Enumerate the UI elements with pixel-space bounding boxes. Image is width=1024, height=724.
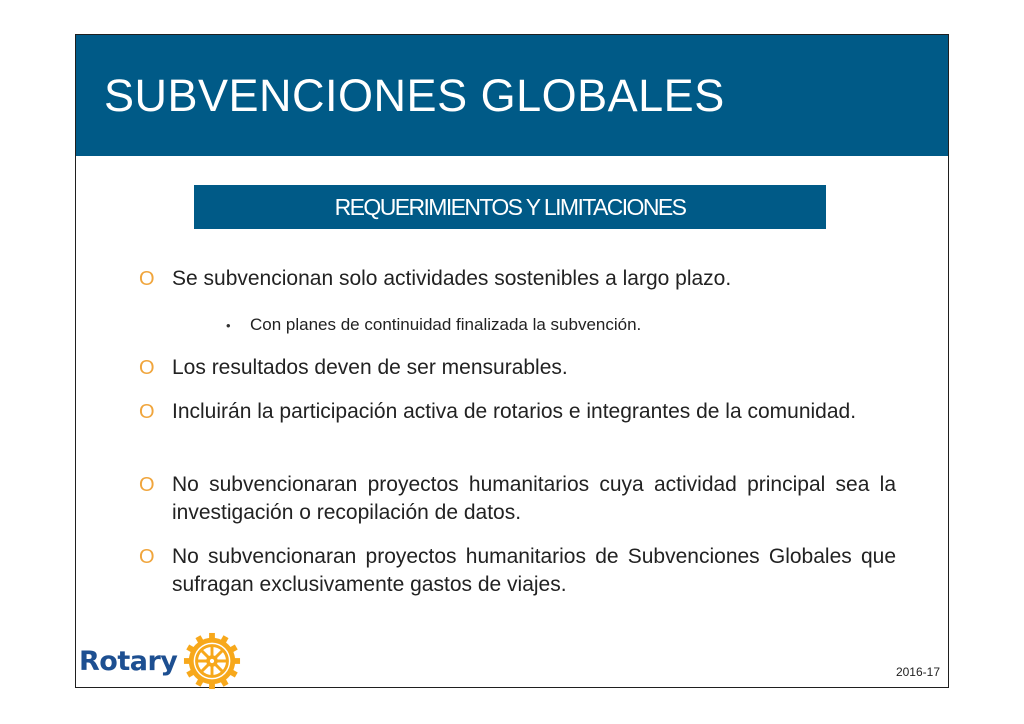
- bullet-item: [139, 543, 896, 599]
- sub-bullet-dot: •: [226, 318, 231, 333]
- subtitle-text: REQUERIMIENTOS Y LIMITACIONES: [334, 193, 686, 220]
- sub-bullet-item: [226, 314, 641, 337]
- bullet-marker: O: [139, 268, 155, 290]
- slide-title: SUBVENCIONES GLOBALES: [104, 70, 725, 121]
- slide: [75, 34, 949, 688]
- rotary-wordmark: Rotary: [79, 645, 178, 677]
- footer-year: 2016-17: [895, 665, 940, 679]
- rotary-logo: [79, 631, 241, 691]
- bullet-text: Incluirán la participación activa de rotarios e integrantes de la comunidad.: [172, 400, 857, 423]
- subtitle-banner: [194, 185, 826, 229]
- bullet-text: No subvencionaran proyectos humanitarios cuya actividad principal sea la investigación o recopilación de datos.: [172, 473, 896, 524]
- bullet-item: [139, 354, 896, 382]
- sub-bullet-text: Con planes de continuidad finalizada la subvención.: [250, 315, 642, 334]
- bullet-item: [139, 471, 896, 527]
- bullet-text: No subvencionaran proyectos humanitarios de Subvenciones Globales que sufragan exclusivamente gastos de viajes.: [172, 545, 896, 596]
- bullet-marker: O: [139, 474, 155, 496]
- bullet-marker: O: [139, 546, 155, 568]
- bullet-text: Se subvencionan solo actividades sostenibles a largo plazo.: [172, 267, 732, 290]
- bullet-item: [139, 265, 896, 293]
- header-band: [76, 35, 948, 156]
- rotary-wheel-icon: [183, 632, 241, 690]
- bullet-text: Los resultados deven de ser mensurables.: [172, 356, 568, 379]
- bullet-item: [139, 398, 896, 426]
- bullet-marker: O: [139, 401, 155, 423]
- bullet-marker: O: [139, 357, 155, 379]
